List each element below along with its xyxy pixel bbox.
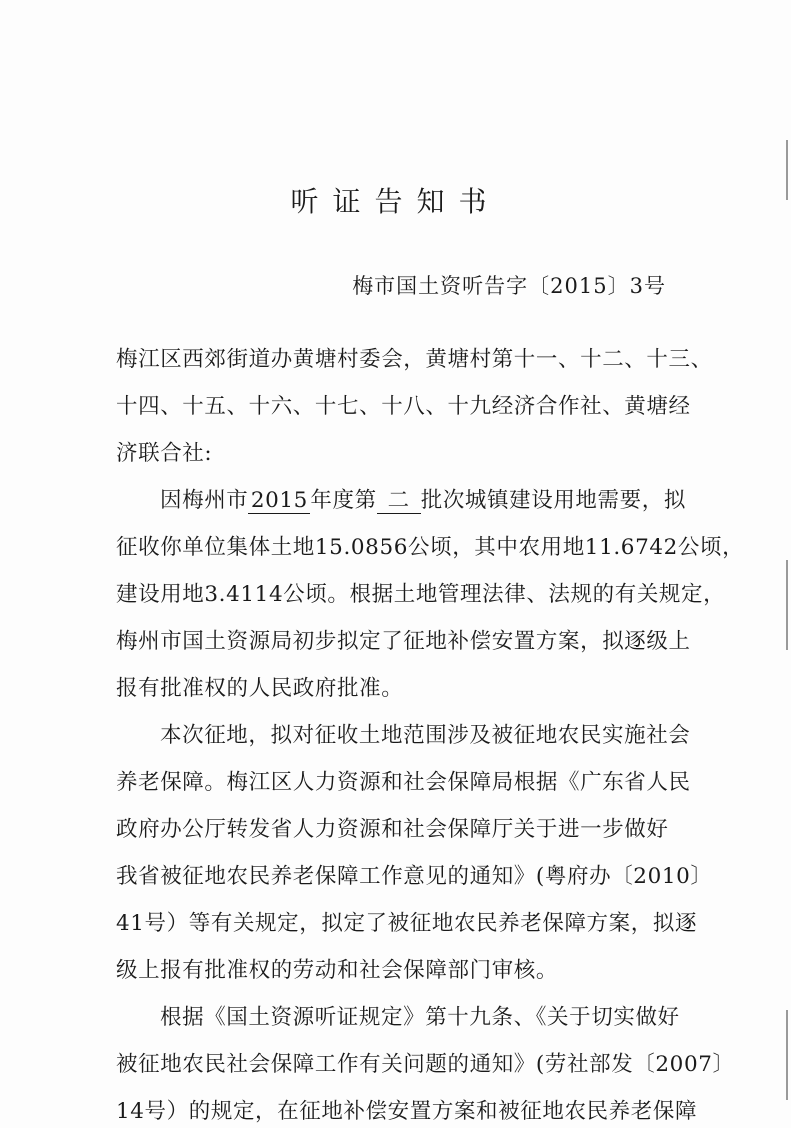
body-line-8: 报有批准权的人民政府批准。 bbox=[116, 676, 404, 701]
body-line-12: 我省被征地农民养老保障工作意见的通知》(粤府办〔2010〕 bbox=[116, 864, 713, 889]
body-line-3: 济联合社: bbox=[116, 441, 213, 466]
document-number: 梅市国土资听告字〔2015〕3号 bbox=[352, 274, 666, 298]
body-line-17: 14号）的规定，在征地补偿安置方案和被征地农民养老保障 bbox=[116, 1099, 698, 1124]
scan-edge-mark bbox=[786, 1010, 788, 1100]
year-blank: 2015 bbox=[248, 490, 310, 514]
body-line-10: 养老保障。梅江区人力资源和社会保障局根据《广东省人民 bbox=[116, 770, 691, 795]
body-line-2: 十四、十五、十六、十七、十八、十九经济合作社、黄塘经 bbox=[116, 394, 691, 419]
text-segment: 批次城镇建设用地需要，拟 bbox=[420, 488, 686, 513]
body-line-15: 根据《国土资源听证规定》第十九条、《关于切实做好 bbox=[160, 1005, 680, 1030]
body-line-11: 政府办公厅转发省人力资源和社会保障厅关于进一步做好 bbox=[116, 817, 669, 842]
scan-edge-mark bbox=[786, 560, 788, 650]
body-line-14: 级上报有批准权的劳动和社会保障部门审核。 bbox=[116, 958, 559, 983]
document-title: 听证告知书 bbox=[290, 185, 501, 218]
body-line-7: 梅州市国土资源局初步拟定了征地补偿安置方案，拟逐级上 bbox=[116, 629, 691, 654]
body-line-9: 本次征地，拟对征收土地范围涉及被征地农民实施社会 bbox=[160, 723, 691, 748]
text-segment: 因梅州市 bbox=[160, 488, 249, 513]
body-line-5: 征收你单位集体土地15.0856公顷，其中农用地11.6742公顷， bbox=[116, 535, 745, 560]
body-line-6: 建设用地3.4114公顷。根据土地管理法律、法规的有关规定， bbox=[116, 582, 726, 607]
batch-blank: 二 bbox=[377, 490, 421, 514]
body-line-16: 被征地农民社会保障工作有关问题的通知》(劳社部发〔2007〕 bbox=[116, 1052, 735, 1077]
body-line-4 bbox=[160, 483, 686, 514]
body-line-1: 梅江区西郊街道办黄塘村委会，黄塘村第十一、十二、十三、 bbox=[116, 347, 713, 372]
text-segment: 年度第 bbox=[310, 488, 377, 513]
body-line-13: 41号）等有关规定，拟定了被征地农民养老保障方案，拟逐 bbox=[116, 911, 698, 936]
